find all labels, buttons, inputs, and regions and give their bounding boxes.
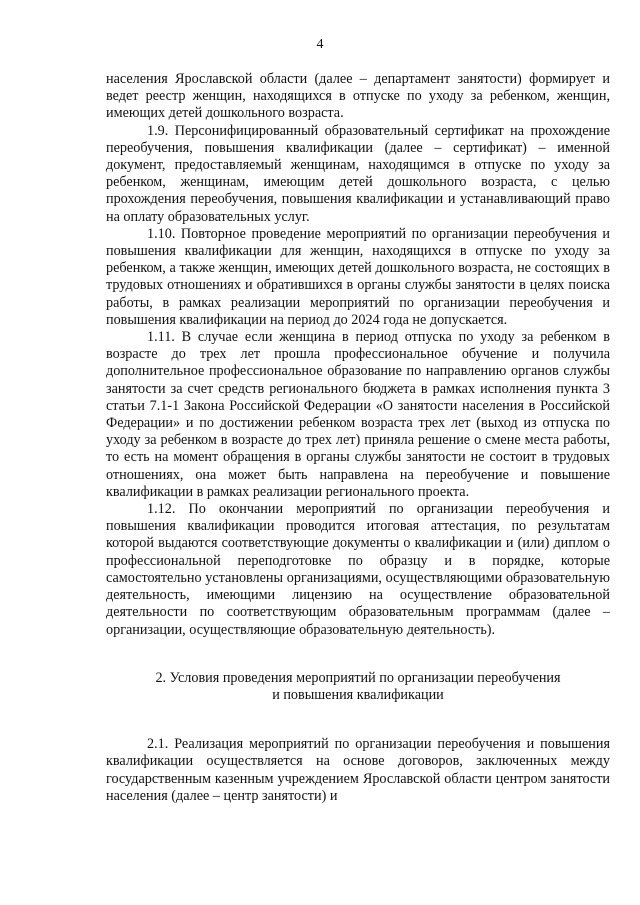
paragraph-continuation: населения Ярославской области (далее – департамент занятости) формирует и ведет реестр женщин, находящихся в отпуске по уходу за ребенком, женщин, имеющих детей дошкольного возраста. xyxy=(106,71,610,122)
section-title-line-1: 2. Условия проведения мероприятий по организации переобучения xyxy=(155,669,561,686)
section-title-line-2: и повышения квалификации xyxy=(272,686,444,703)
paragraph-1-12: 1.12. По окончании мероприятий по организации переобучения и повышения квалификации проводится итоговая аттестация, по результатам которой выдаются соответствующие документы о квалификации и (или) диплом о профессиональной переподготовке по образцу и в порядке, которые самостоятельно установлены организациями, осуществляющими образовательную деятельность, имеющими лицензию на осуществление образовательной деятельности по соответствующим образовательным программам (далее – организации, осуществляющие образовательную деятельность). xyxy=(106,501,610,638)
section-2-title xyxy=(106,670,610,704)
page-number: 4 xyxy=(316,37,324,52)
section-spacer xyxy=(106,704,610,736)
paragraph-1-9: 1.9. Персонифицированный образовательный сертификат на прохождение переобучения, повышения квалификации (далее – сертификат) – именной документ, предоставляемый женщинам, находящимся в отпуске по уходу за ребенком, женщинам, имеющим детей дошкольного возраста, с целью прохождения переобучения, повышения квалификации и устанавливающий право на оплату образовательных услуг. xyxy=(106,122,610,225)
paragraph-2-1: 2.1. Реализация мероприятий по организации переобучения и повышения квалификации осуществляется на основе договоров, заключенных между государственным казенным учреждением Ярославской области центром занятости населения (далее – центр занятости) и xyxy=(106,736,610,804)
paragraph-1-11: 1.11. В случае если женщина в период отпуска по уходу за ребенком в возрасте до трех лет прошла профессиональное обучение и получила дополнительное профессиональное образование по направлению органов службы занятости за счет средств регионального бюджета в рамках исполнения пункта 3 статьи 7.1-1 Закона Российской Федерации «О занятости населения в Российской Федерации» и по достижении ребенком возраста трех лет (выход из отпуска по уходу за ребенком в возрасте до трех лет) приняла решение о смене места работы, то есть на момент обращения в органы службы занятости не состоит в трудовых отношениях, она может быть направлена на переобучение и повышение квалификации в рамках реализации регионального проекта. xyxy=(106,329,610,500)
paragraph-1-10: 1.10. Повторное проведение мероприятий по организации переобучения и повышения квалификации для женщин, находящихся в отпуске по уходу за ребенком, а также женщин, имеющих детей дошкольного возраста, не состоящих в трудовых отношениях и обратившихся в органы службы занятости в целях поиска работы, в рамках реализации мероприятий по организации переобучения и повышения квалификации на период до 2024 года не допускается. xyxy=(106,225,610,328)
document-body xyxy=(106,71,610,805)
